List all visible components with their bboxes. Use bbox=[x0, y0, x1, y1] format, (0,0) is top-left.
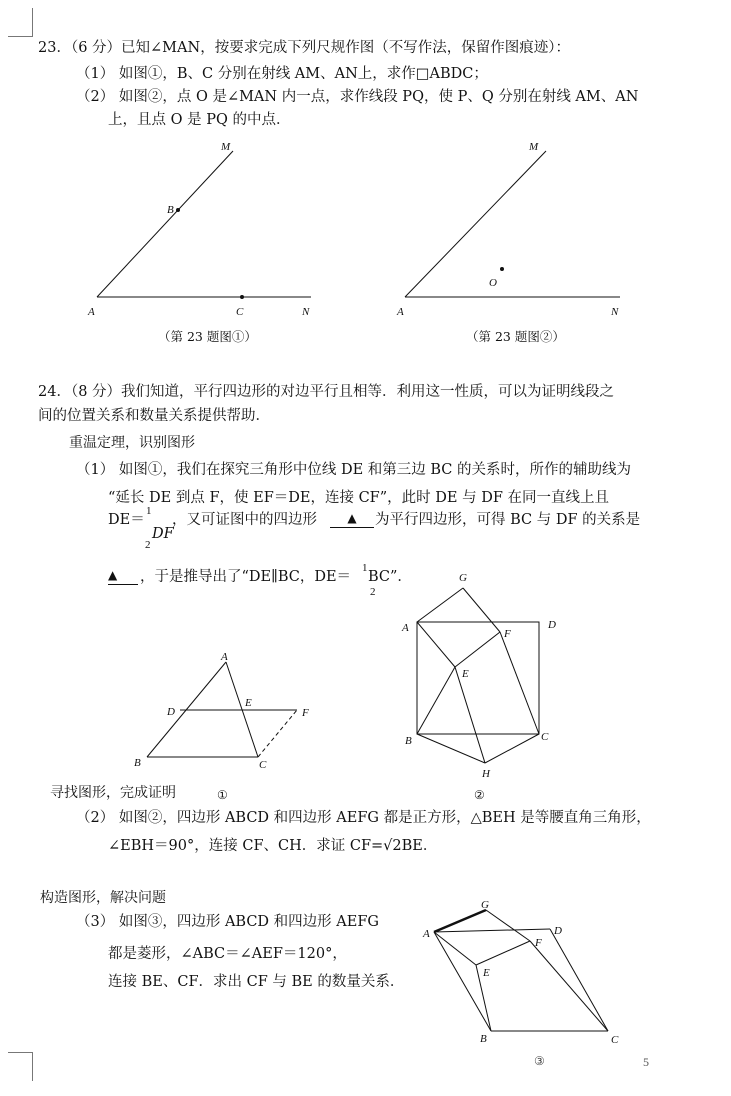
q24-p1-conclusion-end: BC”． bbox=[368, 569, 412, 585]
q24-p1-df: DF bbox=[152, 526, 174, 542]
q24-p3-line1: （3） 如图③，四边形 ABCD 和四边形 AEFG bbox=[76, 914, 379, 930]
label-f: F bbox=[302, 707, 309, 719]
label-b: B bbox=[167, 204, 174, 216]
figure-number-2: ② bbox=[474, 788, 485, 802]
q24-p1-conclusion: ，于是推导出了“DE∥BC，DE＝ bbox=[140, 569, 352, 585]
q23-part1: （1） 如图①，B、C 分别在射线 AM、AN上，求作□ABDC； bbox=[76, 66, 488, 82]
q23-caption-1: （第 23 题图①） bbox=[158, 329, 257, 344]
label-e: E bbox=[462, 668, 469, 680]
label-f: F bbox=[535, 937, 542, 949]
q24-p2-line1: （2） 如图②，四边形 ABCD 和四边形 AEFG 都是正方形，△BEH 是等腰直角三角形， bbox=[76, 810, 651, 826]
label-o: O bbox=[489, 277, 497, 289]
label-b: B bbox=[405, 735, 412, 747]
q24-p1-line2: “延长 DE 到点 F，使 EF＝DE，连接 CF”，此时 DE 与 DF 在同一直线上且 bbox=[108, 490, 609, 506]
label-n: N bbox=[302, 306, 310, 318]
label-g: G bbox=[481, 899, 489, 911]
label-a: A bbox=[423, 928, 430, 940]
label-c: C bbox=[611, 1034, 619, 1046]
label-n: N bbox=[611, 306, 619, 318]
label-d: D bbox=[548, 619, 556, 631]
q24-figure-3 bbox=[434, 910, 608, 1031]
label-a: A bbox=[88, 306, 95, 318]
q24-p1-de-equals: DE＝ bbox=[108, 512, 145, 528]
answer-blank-1: ▲ bbox=[330, 510, 374, 528]
q24-intro-line1: 24．（8 分）我们知道，平行四边形的对边平行且相等．利用这一性质，可以为证明线段之 bbox=[38, 384, 615, 400]
q23-part2-line1: （2） 如图②，点 O 是∠MAN 内一点，求作线段 PQ，使 P、Q 分别在射线 AM、AN bbox=[76, 89, 639, 105]
label-c: C bbox=[259, 759, 267, 771]
section-heading-2: 寻找图形，完成证明 bbox=[50, 785, 176, 801]
q24-intro-line2: 间的位置关系和数量关系提供帮助． bbox=[38, 408, 270, 424]
label-b: B bbox=[134, 757, 141, 769]
label-m: M bbox=[221, 141, 231, 153]
answer-blank-2: ▲ bbox=[108, 567, 138, 585]
label-e: E bbox=[483, 967, 490, 979]
label-e: E bbox=[245, 697, 252, 709]
q23-caption-2: （第 23 题图②） bbox=[466, 329, 565, 344]
q23-part2-line2: 上，且点 O 是 PQ 的中点． bbox=[108, 112, 291, 128]
label-f: F bbox=[504, 628, 511, 640]
q24-p1-relation-text: 为平行四边形，可得 BC 与 DF 的关系是 bbox=[375, 512, 641, 528]
label-h: H bbox=[482, 768, 490, 780]
figure-number-1: ① bbox=[217, 788, 228, 802]
section-heading-3: 构造图形，解决问题 bbox=[40, 890, 166, 906]
label-c: C bbox=[541, 731, 549, 743]
fraction-numerator-2: 1 bbox=[362, 562, 368, 574]
figure-number-3: ③ bbox=[534, 1054, 545, 1068]
q24-p2-line2: ∠EBH＝90°，连接 CF、CH．求证 CF=√2BE． bbox=[108, 838, 438, 854]
q24-p3-line2: 都是菱形，∠ABC＝∠AEF＝120°， bbox=[108, 946, 347, 962]
q24-p1-quad-text: ，又可证图中的四边形 bbox=[172, 512, 317, 528]
fraction-denominator: 2 bbox=[145, 539, 151, 551]
label-a: A bbox=[397, 306, 404, 318]
label-a: A bbox=[221, 651, 228, 663]
label-a: A bbox=[402, 622, 409, 634]
label-b: B bbox=[480, 1033, 487, 1045]
label-m: M bbox=[529, 141, 539, 153]
page-number: 5 bbox=[643, 1055, 649, 1069]
label-d: D bbox=[554, 925, 562, 937]
section-heading-1: 重温定理，识别图形 bbox=[69, 435, 195, 451]
label-c: C bbox=[236, 306, 244, 318]
q23-intro: 23．（6 分）已知∠MAN，按要求完成下列尺规作图（不写作法，保留作图痕迹）： bbox=[38, 40, 570, 56]
q24-p3-line3: 连接 BE、CF．求出 CF 与 BE 的数量关系． bbox=[108, 974, 405, 990]
fraction-numerator: 1 bbox=[146, 505, 152, 517]
q24-p1-line1: （1） 如图①，我们在探究三角形中位线 DE 和第三边 BC 的关系时，所作的辅助线为 bbox=[76, 462, 631, 478]
label-g: G bbox=[459, 572, 467, 584]
fraction-denominator-2: 2 bbox=[370, 586, 376, 598]
label-d: D bbox=[167, 706, 175, 718]
